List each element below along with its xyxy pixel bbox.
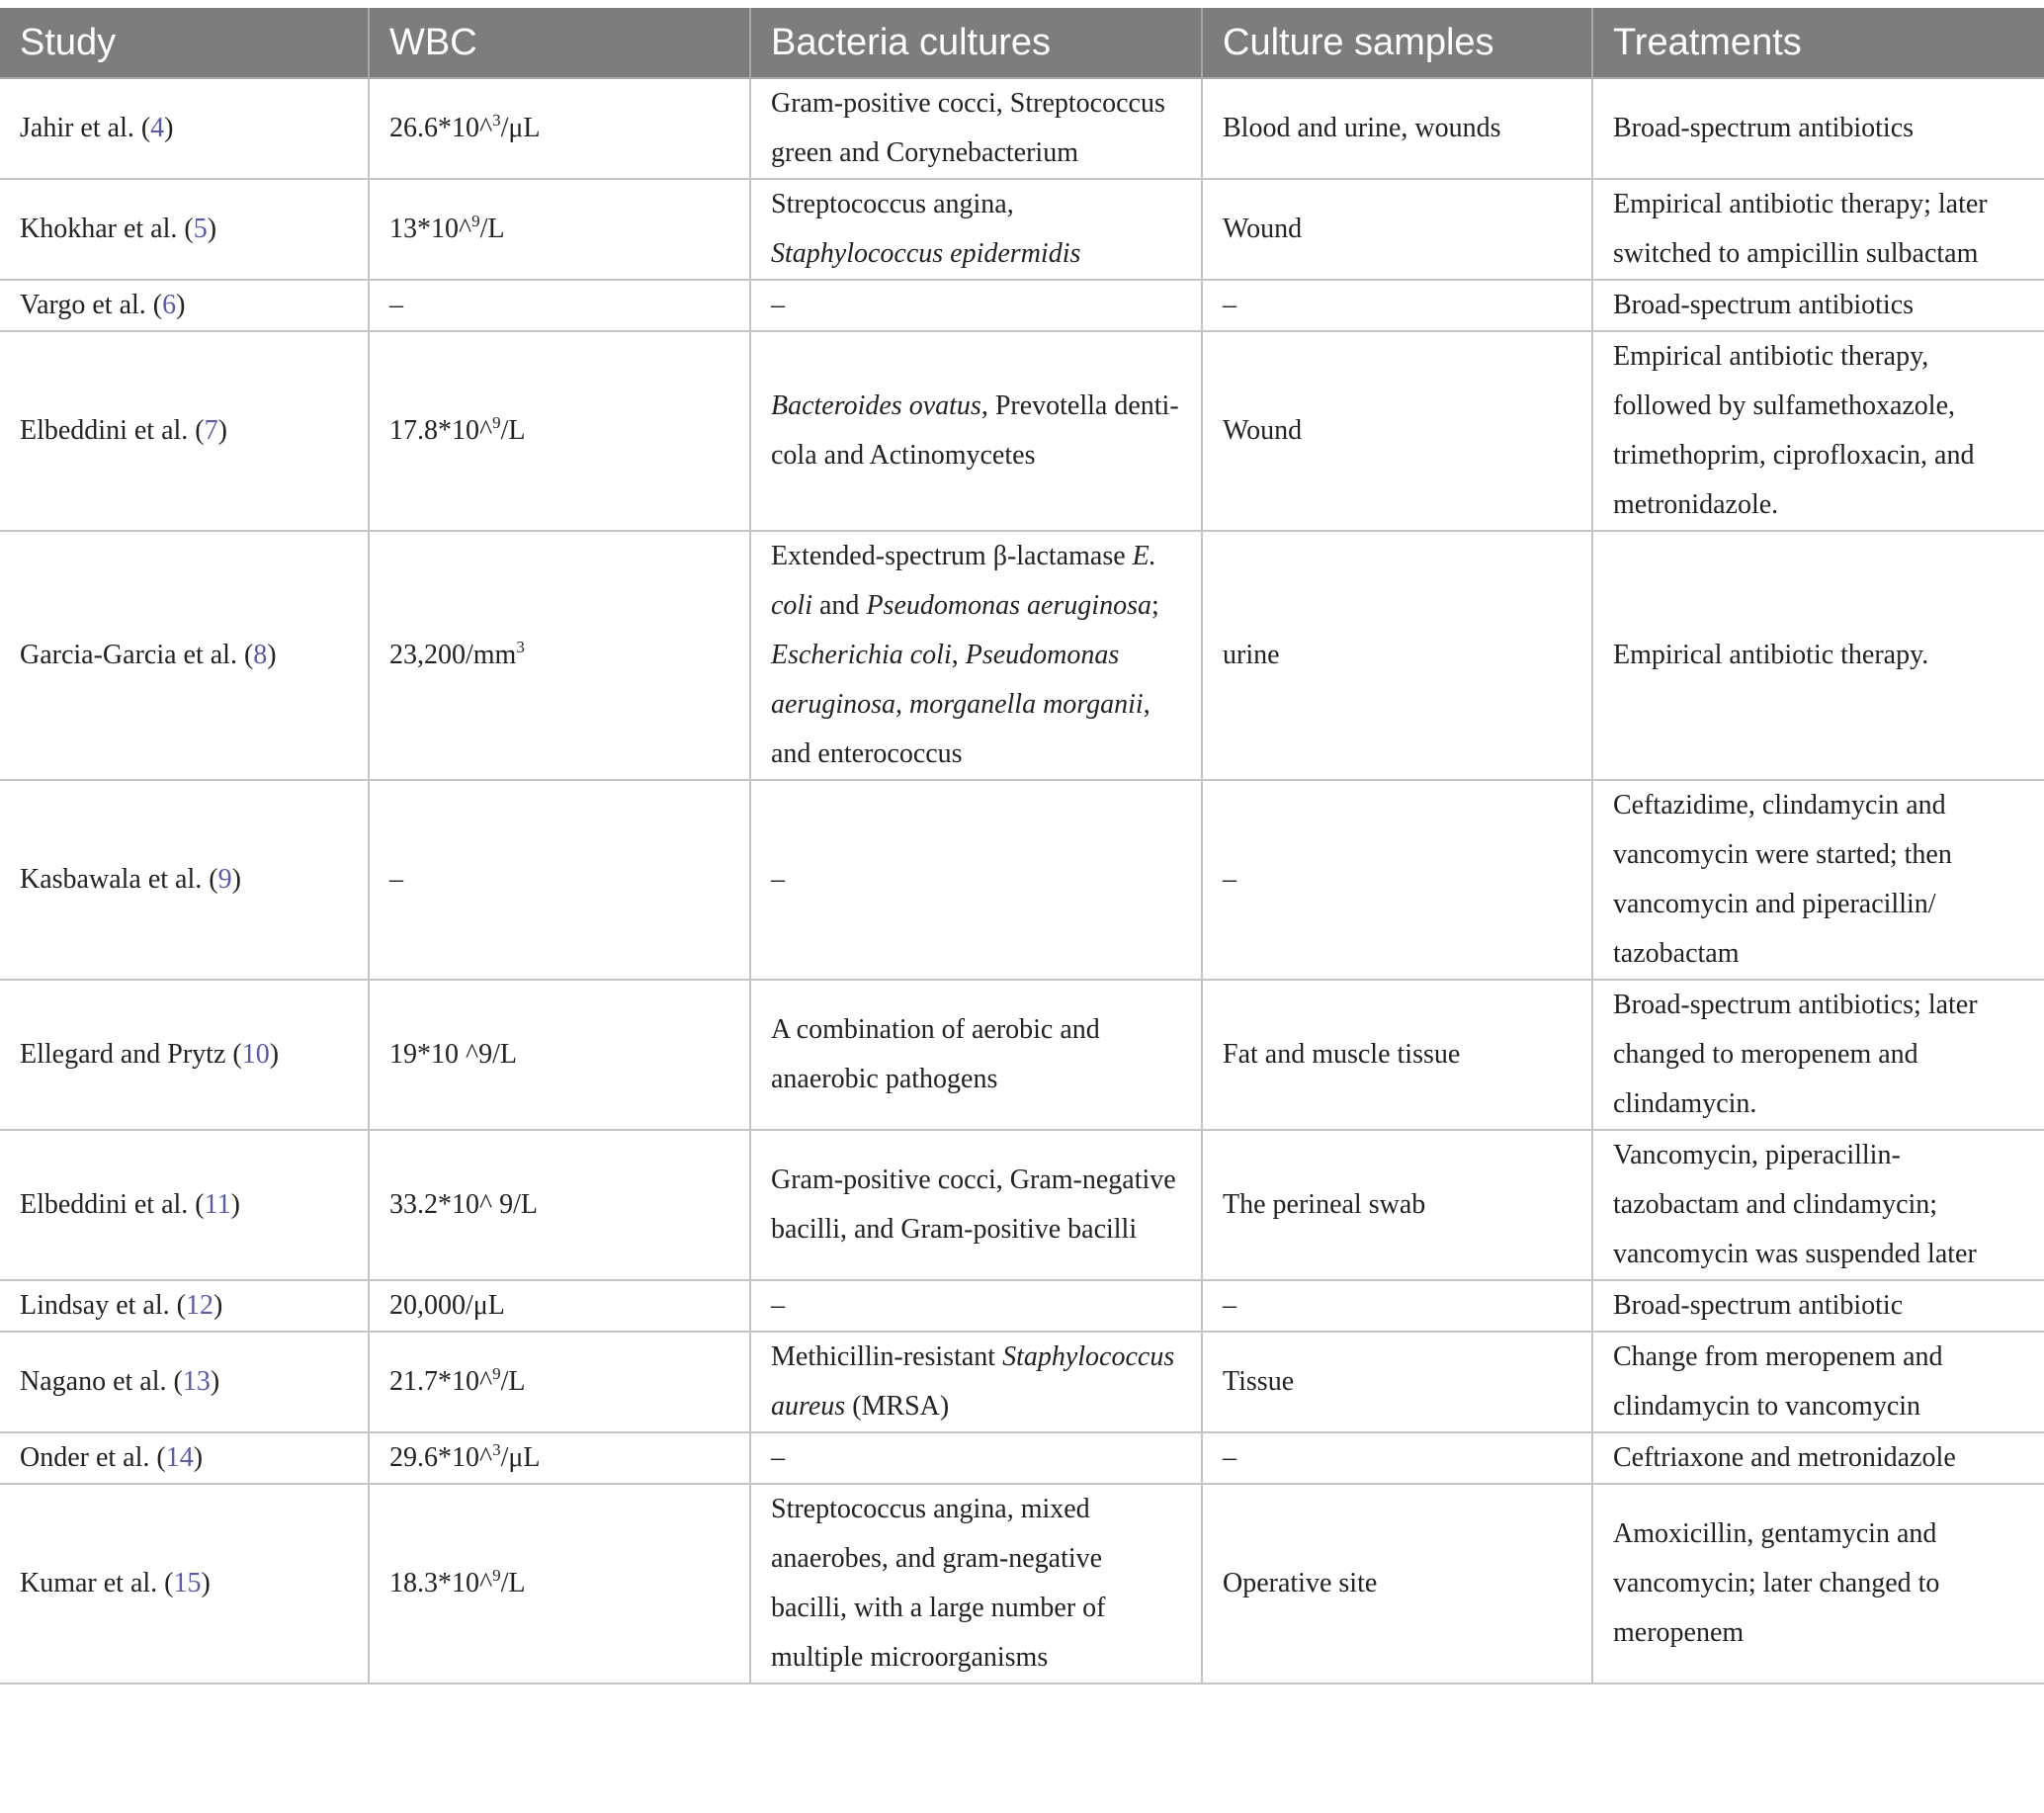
study-close-paren: )	[176, 290, 186, 320]
table-row	[0, 1432, 2044, 1484]
cell-treatments: Ceftazidime, clindamycin and vancomycin were started; then vancomycin and piperacillin/ tazobactam	[1592, 780, 2044, 980]
cell-bacteria-cultures	[750, 280, 1202, 331]
table-row	[0, 78, 2044, 179]
bacteria-text: , Prevotella denti-cola and Actinomycetes	[771, 390, 1179, 471]
cell-bacteria-cultures	[750, 1432, 1202, 1484]
cell-wbc	[369, 780, 750, 980]
wbc-value: 29.6*10^	[389, 1442, 493, 1473]
wbc-value: –	[389, 290, 403, 320]
cell-study	[0, 280, 369, 331]
wbc-unit: /L	[500, 1568, 526, 1598]
reference-link[interactable]: 8	[253, 640, 268, 670]
cell-treatments: Broad-spectrum antibiotics; later changed to meropenem and clindamycin.	[1592, 980, 2044, 1130]
wbc-unit: /L	[479, 214, 505, 244]
cell-wbc	[369, 980, 750, 1130]
organism-name: Escherichia coli	[771, 640, 952, 670]
reference-link[interactable]: 7	[204, 415, 218, 446]
wbc-exponent: 3	[492, 1440, 501, 1459]
cell-culture-samples: –	[1202, 780, 1592, 980]
header-row	[0, 8, 2044, 78]
wbc-exponent: 3	[516, 638, 525, 656]
cell-study	[0, 331, 369, 531]
study-name: Ellegard and Prytz (	[20, 1039, 242, 1070]
table-row	[0, 1484, 2044, 1684]
study-name: Kumar et al. (	[20, 1568, 174, 1598]
cell-wbc	[369, 531, 750, 780]
cell-wbc	[369, 1130, 750, 1280]
reference-link[interactable]: 6	[162, 290, 177, 320]
organism-name: Bacteroides ovatus	[771, 390, 981, 421]
wbc-value: 19*10 ^	[389, 1039, 479, 1070]
cell-wbc	[369, 78, 750, 179]
wbc-value: 21.7*10^	[389, 1366, 493, 1397]
cell-study	[0, 980, 369, 1130]
study-name: Kasbawala et al. (	[20, 864, 218, 895]
wbc-value: 13*10^	[389, 214, 472, 244]
header-wbc: WBC	[369, 8, 750, 78]
table-row	[0, 179, 2044, 280]
reference-link[interactable]: 14	[165, 1442, 194, 1473]
reference-link[interactable]: 4	[150, 113, 165, 143]
study-close-paren: )	[269, 1039, 280, 1070]
study-close-paren: )	[210, 1366, 220, 1397]
study-close-paren: )	[207, 214, 217, 244]
cell-culture-samples: Wound	[1202, 331, 1592, 531]
bacteria-text: ;	[1150, 590, 1159, 621]
cell-treatments: Change from meropenem and clindamycin to vancomycin	[1592, 1332, 2044, 1432]
cell-culture-samples: –	[1202, 1432, 1592, 1484]
bacteria-text: ,	[951, 640, 966, 670]
table-header	[0, 8, 2044, 78]
wbc-value: 17.8*10^	[389, 415, 493, 446]
cell-treatments: Empirical antibiotic therapy; later switched to ampicillin sulbactam	[1592, 179, 2044, 280]
bacteria-text: Streptococcus angina, mixed anaerobes, and gram-negative bacilli, with a large number of multiple microorganisms	[771, 1494, 1106, 1673]
reference-link[interactable]: 11	[204, 1189, 231, 1220]
bacteria-text: Streptococcus angina,	[771, 189, 1014, 219]
table-body	[0, 78, 2044, 1684]
bacteria-text: A combination of aerobic and anaerobic pathogens	[771, 1014, 1100, 1094]
cell-bacteria-cultures	[750, 78, 1202, 179]
cell-treatments: Empirical antibiotic therapy.	[1592, 531, 2044, 780]
cell-study	[0, 1432, 369, 1484]
cell-study	[0, 1332, 369, 1432]
study-name: Nagano et al. (	[20, 1366, 183, 1397]
organism-name: Staphylococcus epidermidis	[771, 238, 1081, 269]
study-name: Khokhar et al. (	[20, 214, 194, 244]
table-row	[0, 1280, 2044, 1332]
cell-culture-samples: Tissue	[1202, 1332, 1592, 1432]
reference-link[interactable]: 15	[173, 1568, 202, 1598]
reference-link[interactable]: 5	[193, 214, 208, 244]
cell-bacteria-cultures	[750, 531, 1202, 780]
study-close-paren: )	[193, 1442, 204, 1473]
cell-wbc	[369, 1432, 750, 1484]
study-name: Jahir et al. (	[20, 113, 151, 143]
cell-bacteria-cultures	[750, 179, 1202, 280]
wbc-unit: 9/L	[499, 1189, 539, 1220]
wbc-value: 26.6*10^	[389, 113, 493, 143]
bacteria-text: –	[771, 1290, 785, 1321]
reference-link[interactable]: 10	[241, 1039, 270, 1070]
cell-wbc	[369, 331, 750, 531]
header-bacteria-cultures: Bacteria cultures	[750, 8, 1202, 78]
bacteria-text: and	[812, 590, 867, 621]
study-close-paren: )	[231, 864, 241, 895]
cell-culture-samples: Fat and muscle tissue	[1202, 980, 1592, 1130]
cell-culture-samples: The perineal swab	[1202, 1130, 1592, 1280]
header-culture-samples: Culture samples	[1202, 8, 1592, 78]
wbc-value: –	[389, 864, 403, 895]
wbc-unit: /μL	[500, 113, 541, 143]
cell-bacteria-cultures	[750, 331, 1202, 531]
cell-study	[0, 1484, 369, 1684]
study-close-paren: )	[164, 113, 174, 143]
cell-bacteria-cultures	[750, 1130, 1202, 1280]
study-name: Onder et al. (	[20, 1442, 166, 1473]
cell-study	[0, 780, 369, 980]
wbc-unit: /μL	[500, 1442, 541, 1473]
cell-wbc	[369, 280, 750, 331]
bacteria-text: Methicillin-resistant	[771, 1341, 1003, 1372]
cell-culture-samples: Blood and urine, wounds	[1202, 78, 1592, 179]
cell-treatments: Vancomycin, piperacillin-tazobactam and clindamycin; vancomycin was suspended later	[1592, 1130, 2044, 1280]
cell-culture-samples: Wound	[1202, 179, 1592, 280]
bacteria-text: Gram-positive cocci, Gram-negative bacilli, and Gram-positive bacilli	[771, 1165, 1176, 1245]
cell-treatments: Broad-spectrum antibiotic	[1592, 1280, 2044, 1332]
header-treatments: Treatments	[1592, 8, 2044, 78]
study-close-paren: )	[267, 640, 277, 670]
cell-treatments: Amoxicillin, gentamycin and vancomycin; later changed to meropenem	[1592, 1484, 2044, 1684]
cell-treatments: Broad-spectrum antibiotics	[1592, 78, 2044, 179]
table-row	[0, 280, 2044, 331]
bacteria-text: , and enterococcus	[771, 689, 1150, 769]
wbc-exponent: 9	[471, 212, 480, 230]
study-name: Lindsay et al. (	[20, 1290, 186, 1321]
study-close-paren: )	[213, 1290, 223, 1321]
cell-wbc	[369, 1332, 750, 1432]
cell-bacteria-cultures	[750, 1484, 1202, 1684]
cell-culture-samples: urine	[1202, 531, 1592, 780]
wbc-unit: /L	[500, 415, 526, 446]
organism-name: Pseudomonas aeruginosa	[771, 640, 1120, 720]
cell-bacteria-cultures	[750, 980, 1202, 1130]
study-name: Vargo et al. (	[20, 290, 163, 320]
bacteria-text: Gram-positive cocci, Streptococcus green and Corynebacterium	[771, 88, 1165, 168]
wbc-exponent: 9	[492, 1364, 501, 1383]
wbc-unit: 9/L	[478, 1039, 518, 1070]
table-row	[0, 531, 2044, 780]
studies-table	[0, 8, 2044, 1684]
reference-link[interactable]: 13	[182, 1366, 211, 1397]
bacteria-text: –	[771, 290, 785, 320]
reference-link[interactable]: 12	[185, 1290, 213, 1321]
cell-wbc	[369, 1484, 750, 1684]
cell-bacteria-cultures	[750, 780, 1202, 980]
cell-study	[0, 1130, 369, 1280]
bacteria-text: (MRSA)	[845, 1391, 950, 1422]
cell-treatments: Empirical antibiotic therapy, followed by sulfamethoxazole, trimethoprim, ciprofloxacin, and metronidazole.	[1592, 331, 2044, 531]
study-name: Garcia-Garcia et al. (	[20, 640, 254, 670]
study-name: Elbeddini et al. (	[20, 415, 205, 446]
organism-name: Staphylococcus aureus	[771, 1341, 1175, 1422]
cell-study	[0, 78, 369, 179]
table-row	[0, 980, 2044, 1130]
wbc-value: 33.2*10^	[389, 1189, 500, 1220]
cell-study	[0, 179, 369, 280]
wbc-value: 18.3*10^	[389, 1568, 493, 1598]
organism-name: Pseudomonas aeruginosa	[866, 590, 1151, 621]
cell-culture-samples: Operative site	[1202, 1484, 1592, 1684]
table-row	[0, 331, 2044, 531]
study-name: Elbeddini et al. (	[20, 1189, 205, 1220]
wbc-value: 20,000/μL	[389, 1290, 505, 1321]
table-row	[0, 780, 2044, 980]
table-row	[0, 1332, 2044, 1432]
organism-name: morganella morganii	[909, 689, 1144, 720]
cell-study	[0, 531, 369, 780]
wbc-exponent: 9	[492, 413, 501, 432]
table-row	[0, 1130, 2044, 1280]
reference-link[interactable]: 9	[217, 864, 232, 895]
bacteria-text: –	[771, 864, 785, 895]
cell-bacteria-cultures	[750, 1332, 1202, 1432]
organism-name: E. coli	[771, 541, 1156, 621]
wbc-exponent: 9	[492, 1566, 501, 1585]
bacteria-text: ,	[895, 689, 909, 720]
cell-wbc	[369, 179, 750, 280]
cell-culture-samples: –	[1202, 280, 1592, 331]
cell-study	[0, 1280, 369, 1332]
cell-treatments: Ceftriaxone and metronidazole	[1592, 1432, 2044, 1484]
study-close-paren: )	[217, 415, 227, 446]
study-close-paren: )	[230, 1189, 240, 1220]
cell-bacteria-cultures	[750, 1280, 1202, 1332]
wbc-exponent: 3	[492, 111, 501, 130]
bacteria-text: Extended-spectrum β-lactamase	[771, 541, 1133, 571]
study-close-paren: )	[201, 1568, 211, 1598]
cell-treatments: Broad-spectrum antibiotics	[1592, 280, 2044, 331]
header-study: Study	[0, 8, 369, 78]
cell-culture-samples: –	[1202, 1280, 1592, 1332]
wbc-value: 23,200/mm	[389, 640, 517, 670]
cell-wbc	[369, 1280, 750, 1332]
bacteria-text: –	[771, 1442, 785, 1473]
wbc-unit: /L	[500, 1366, 526, 1397]
